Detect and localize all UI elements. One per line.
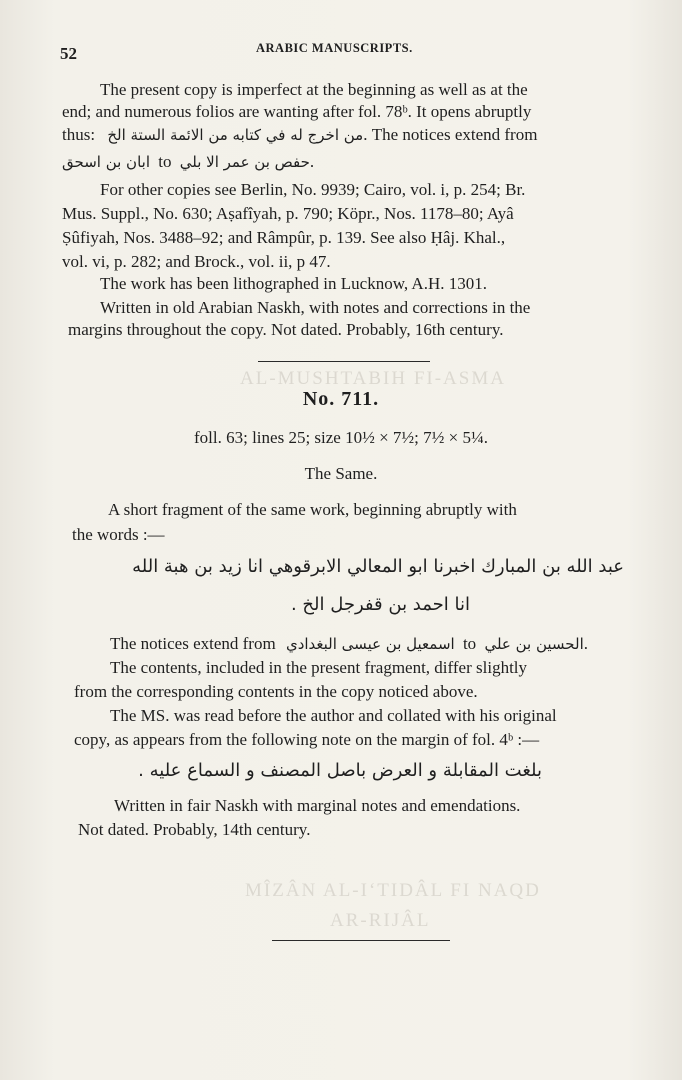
paragraph-line: The contents, included in the present fragment, differ slightly: [110, 658, 528, 677]
arabic-text: من اخرج له في كتابه من الائمة الستة الخ: [107, 126, 364, 144]
showthrough-heading-2: MÎZÂN AL-I‘TIDÂL FI NAQD: [245, 880, 541, 901]
arabic-quote-line: عبد الله بن المبارك اخبرنا ابو المعالي الابرقوهي انا زيد بن هبة الله: [132, 556, 624, 577]
divider: [272, 940, 450, 941]
divider: [258, 361, 430, 362]
paragraph-line: [62, 125, 537, 145]
text-span: . The notices extend from: [363, 125, 538, 144]
paragraph-line: For other copies see Berlin, No. 9939; Cairo, vol. i, p. 254; Br.: [100, 180, 526, 199]
paragraph-line: The notices extend from اسمعيل بن عيسى البغدادي to الحسين بن علي.: [110, 634, 588, 653]
showthrough-heading-3: AR-RIJÂL: [330, 910, 431, 931]
running-title: ARABIC MANUSCRIPTS.: [256, 41, 413, 55]
arabic-text: ابان بن اسحق: [62, 153, 150, 171]
paragraph-line: ابان بن اسحق to حفص بن عمر الا بلي.: [62, 152, 315, 171]
paragraph-line: end; and numerous folios are wanting after fol. 78ᵇ. It opens abruptly: [62, 102, 532, 121]
entry-subtitle: The Same.: [304, 464, 378, 483]
paragraph-line: Ṣûfiyah, Nos. 3488–92; and Râmpûr, p. 139. See also Ḥâj. Khal.,: [62, 228, 506, 247]
entry-details: foll. 63; lines 25; size 10½ × 7½; 7½ × 5¼.: [194, 428, 488, 447]
text-span: The notices extend from: [110, 634, 276, 653]
text-span: to: [158, 152, 172, 171]
arabic-text: الحسين بن علي: [484, 635, 584, 653]
paragraph-line: Mus. Suppl., No. 630; Aṣafîyah, p. 790; Köpr., Nos. 1178–80; Ayâ: [62, 204, 514, 223]
paragraph-line: Written in old Arabian Naskh, with notes and corrections in the: [100, 298, 531, 317]
paragraph-line: Not dated. Probably, 14th century.: [78, 820, 311, 839]
showthrough-heading-1: AL-MUSHTABIH FI-ASMA: [240, 368, 506, 389]
text-span: thus:: [62, 125, 96, 144]
paragraph-line: The present copy is imperfect at the beginning as well as at the: [100, 80, 528, 99]
paragraph-line: The MS. was read before the author and collated with his original: [110, 706, 557, 725]
paragraph-line: the words :—: [72, 525, 165, 544]
paragraph-line: Written in fair Naskh with marginal notes and emendations.: [114, 796, 521, 815]
text-span: to: [462, 634, 477, 653]
arabic-quote-line: بلغت المقابلة و العرض باصل المصنف و السماع عليه .: [138, 760, 542, 781]
paragraph-line: A short fragment of the same work, beginning abruptly with: [108, 500, 517, 519]
entry-title: No. 711.: [302, 388, 380, 410]
paragraph-line: from the corresponding contents in the copy noticed above.: [74, 682, 478, 701]
paragraph-line: margins throughout the copy. Not dated. Probably, 16th century.: [68, 320, 504, 339]
arabic-quote-line: انا احمد بن قفرجل الخ .: [290, 594, 470, 615]
arabic-text: حفص بن عمر الا بلي: [179, 153, 310, 171]
arabic-text: اسمعيل بن عيسى البغدادي: [285, 635, 455, 653]
paragraph-line: copy, as appears from the following note on the margin of fol. 4ᵇ :—: [74, 730, 540, 749]
page-number: 52: [60, 44, 77, 63]
paragraph-line: The work has been lithographed in Lucknow, A.H. 1301.: [100, 274, 487, 293]
paragraph-line: vol. vi, p. 282; and Brock., vol. ii, p 47.: [62, 252, 331, 271]
